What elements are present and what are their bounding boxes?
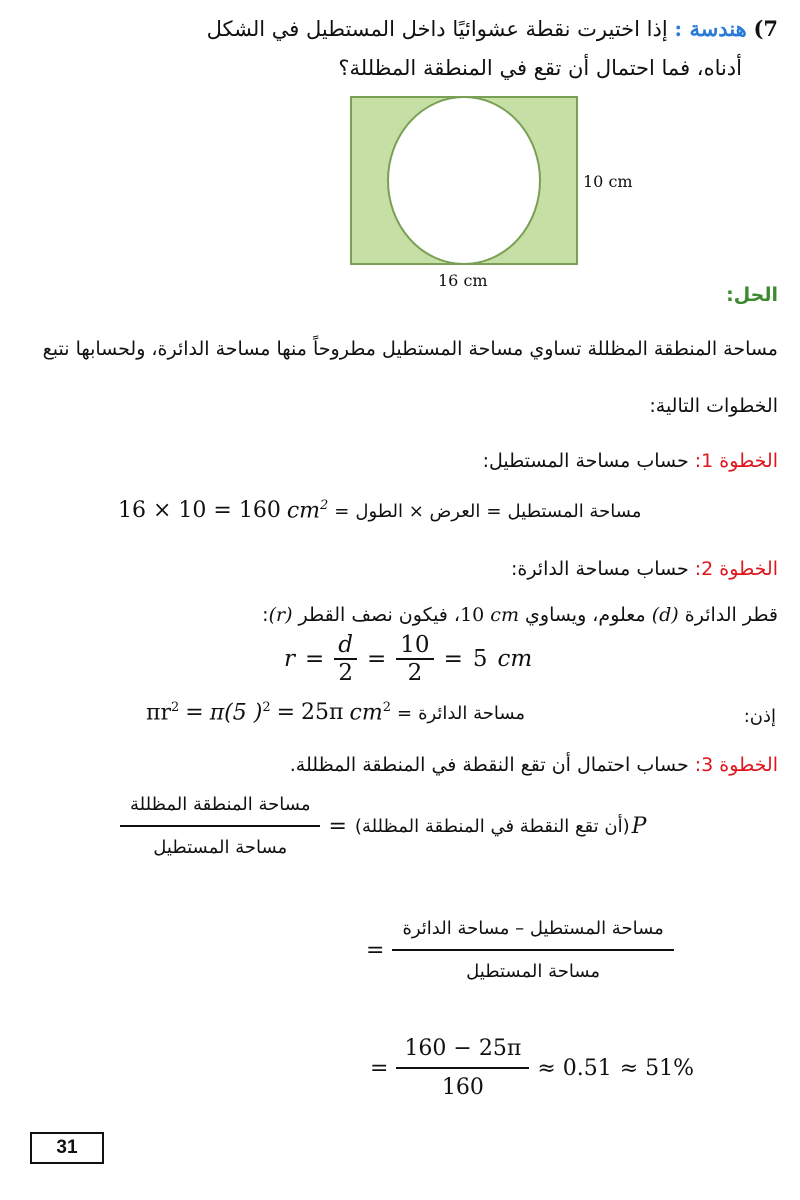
step2-heading: [511, 558, 778, 580]
probability-step2: [366, 914, 674, 986]
prob1-fraction: [120, 790, 320, 862]
rect-area-text: مساحة المستطيل: [507, 501, 642, 523]
prob1-eq: =: [328, 813, 347, 839]
probability-result: [370, 1034, 694, 1102]
diam-colon: :: [262, 604, 269, 626]
rect-unit: $cm^2$: [286, 498, 329, 524]
prob3-approx-percent: ≈ 51%: [619, 1055, 695, 1081]
intro-line1: مساحة المنطقة المظللة تساوي مساحة المستطيل مطروحاً منها مساحة الدائرة، ولحسابها نتبع: [42, 338, 778, 360]
diam-part1: قطر الدائرة: [684, 604, 778, 626]
prob2-eq: =: [366, 937, 385, 963]
diameter-sentence: [262, 604, 778, 626]
circ-eq2: =: [276, 700, 296, 726]
prob1-lhs: [355, 814, 647, 839]
step2-label: الخطوة 2:: [694, 558, 778, 580]
radius-equation: [284, 632, 532, 686]
step3-heading: [290, 754, 778, 776]
rect-expr: 16 × 10 = 160: [118, 498, 281, 524]
circle-area-text: مساحة الدائرة: [418, 703, 526, 725]
rectangle-area-equation: [118, 498, 641, 523]
circ-result: 25π: [301, 700, 344, 726]
prob1-P: P: [631, 813, 647, 839]
frac2-den: 2: [407, 660, 423, 686]
circle-area-equation: [146, 700, 525, 725]
rect-eq2: =: [486, 501, 502, 523]
fraction-10-over-2: [396, 632, 433, 686]
probability-definition: [120, 790, 646, 862]
pi-r-squared: $\pi r^2$: [146, 700, 180, 726]
rect-eq1: =: [334, 501, 350, 523]
radius-eq3: =: [443, 646, 463, 672]
width-label: 16 cm: [438, 271, 488, 290]
radius-unit: cm: [497, 646, 533, 672]
width-times-length: العرض × الطول: [355, 501, 481, 523]
step2-text: حساب مساحة الدائرة:: [510, 558, 689, 580]
prob1-denominator: مساحة المستطيل: [153, 837, 288, 858]
radius-var: r: [284, 646, 295, 672]
page-number: 31: [30, 1132, 104, 1164]
radius-eq2: =: [367, 646, 387, 672]
problem-text-line1: إذا اختيرت نقطة عشوائيًا داخل المستطيل في الشكل: [206, 17, 668, 41]
frac1-num: d: [338, 632, 354, 658]
prob3-eq: =: [370, 1055, 389, 1081]
prob3-approx-decimal: ≈ 0.51: [537, 1055, 612, 1081]
circ-eq1: =: [185, 700, 204, 726]
problem-number: 7): [753, 16, 778, 41]
diam-r: (r): [268, 604, 293, 626]
prob3-numerator: 160 − 25π: [404, 1036, 522, 1061]
step1-text: حساب مساحة المستطيل:: [482, 450, 689, 472]
prob2-denominator: مساحة المستطيل: [466, 961, 601, 982]
problem-text-line2: أدناه، فما احتمال أن تقع في المنطقة المظللة؟: [338, 56, 742, 80]
prob2-numerator: مساحة المستطيل – مساحة الدائرة: [402, 918, 664, 939]
step3-label: الخطوة 3:: [694, 754, 778, 776]
frac1-den: 2: [338, 660, 353, 686]
problem-tag: هندسة :: [674, 16, 747, 41]
rectangle-circle-figure: [350, 96, 580, 266]
frac2-num: 10: [400, 632, 430, 658]
radius-eq1: =: [305, 646, 325, 672]
prob1-event: (أن تقع النقطة في المنطقة المظللة): [354, 815, 630, 837]
radius-result: 5: [472, 646, 488, 672]
prob3-denominator: 160: [441, 1075, 484, 1100]
prob1-numerator: مساحة المنطقة المظللة: [130, 794, 311, 815]
step3-text: حساب احتمال أن تقع النقطة في المنطقة المظللة.: [289, 754, 689, 776]
problem-statement: [18, 14, 778, 44]
circ-eq0: =: [396, 703, 413, 725]
prob2-fraction: [392, 914, 673, 986]
solution-label: الحل:: [726, 284, 778, 306]
intro-line2: الخطوات التالية:: [649, 395, 778, 417]
circ-unit: $cm^2$: [349, 700, 391, 726]
fraction-d-over-2: [334, 632, 357, 686]
step1-heading: [483, 450, 778, 472]
height-label: 10 cm: [583, 172, 633, 191]
step1-label: الخطوة 1:: [694, 450, 778, 472]
diam-part3: ، فيكون نصف القطر: [298, 604, 461, 626]
diam-part2: معلوم، ويساوي: [525, 604, 646, 626]
diam-d: (d): [651, 604, 679, 626]
prob3-fraction: [396, 1034, 529, 1102]
then-word: إذن:: [743, 706, 776, 727]
pi-five-squared: π(5 )$^2$: [209, 700, 271, 726]
diam-value: 10 cm: [460, 604, 519, 626]
inscribed-circle: [388, 97, 540, 264]
